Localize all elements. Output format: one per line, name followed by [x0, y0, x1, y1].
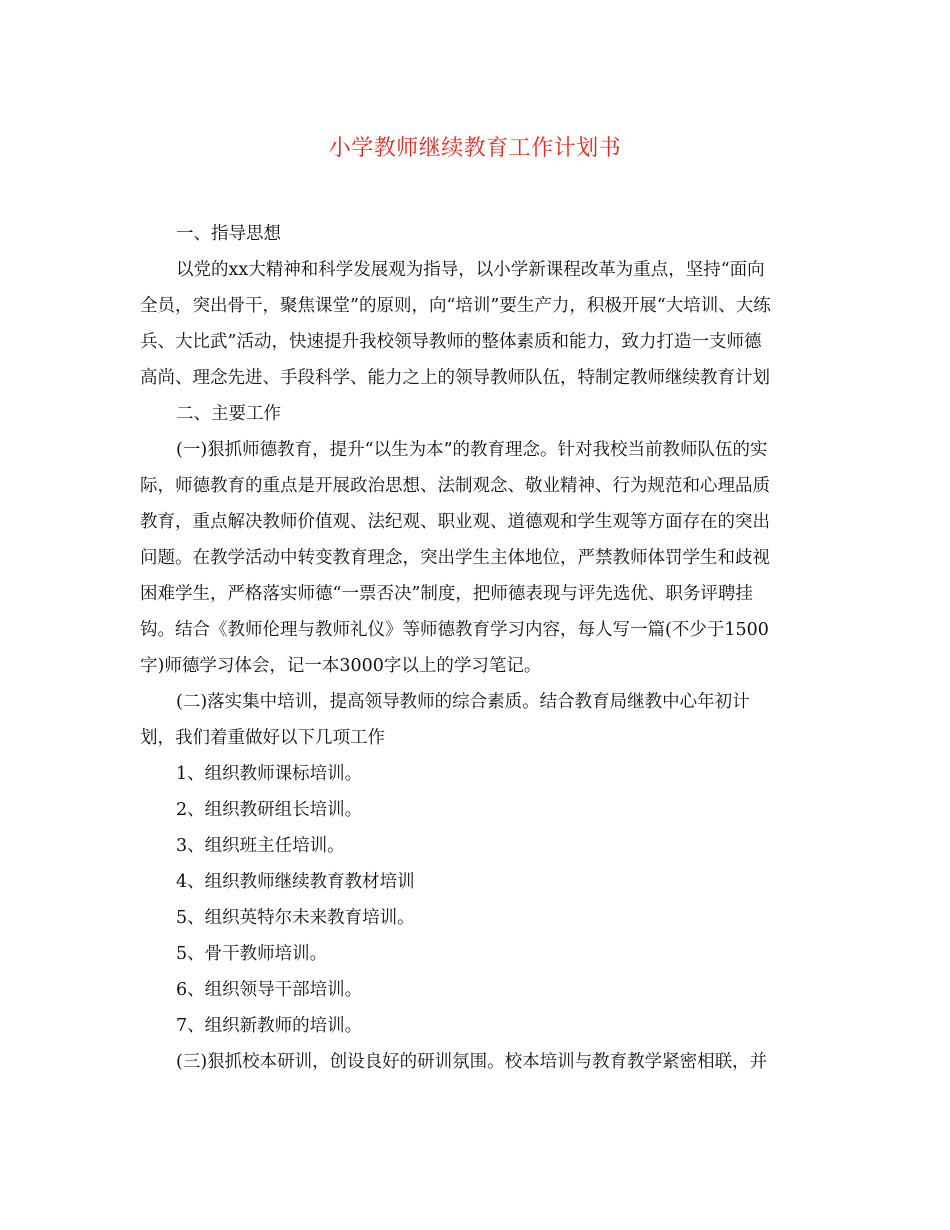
- paragraph-line: 困难学生，严格落实师德“一票否决”制度，把师德表现与评先选优、职务评聘挂: [140, 584, 753, 604]
- paragraph-line: 字)师德学习体会，记一本3000字以上的学习笔记。: [140, 656, 542, 676]
- list-item: 1、组织教师课标培训。: [176, 764, 363, 784]
- paragraph-line: 教育，重点解决教师价值观、法纪观、职业观、道德观和学生观等方面存在的突出: [140, 512, 770, 532]
- paragraph-line: (二)落实集中培训，提高领导教师的综合素质。结合教育局继教中心年初计: [176, 692, 750, 712]
- paragraph-line: 划，我们着重做好以下几项工作: [140, 728, 385, 748]
- document-title: 小学教师继续教育工作计划书: [328, 136, 622, 161]
- list-item: 2、组织教研组长培训。: [176, 800, 363, 820]
- list-item: 6、组织领导干部培训。: [176, 980, 363, 1000]
- paragraph-line: 际，师德教育的重点是开展政治思想、法制观念、敬业精神、行为规范和心理品质: [140, 476, 770, 496]
- list-item: 5、骨干教师培训。: [176, 944, 328, 964]
- paragraph-line: 钩。结合《教师伦理与教师礼仪》等师德教育学习内容，每人写一篇(不少于1500: [140, 620, 769, 640]
- paragraph-line: (三)狠抓校本研训，创设良好的研训氛围。校本培训与教育教学紧密相联，并: [176, 1052, 768, 1072]
- section-heading: 二、主要工作: [176, 404, 281, 424]
- list-item: 4、组织教师继续教育教材培训: [176, 872, 415, 892]
- paragraph-line: (一)狠抓师德教育，提升“以生为本”的教育理念。针对我校当前教师队伍的实: [176, 440, 768, 460]
- list-item: 7、组织新教师的培训。: [176, 1016, 363, 1036]
- paragraph-line: 以党的xx大精神和科学发展观为指导，以小学新课程改革为重点，坚持“面向: [176, 260, 765, 280]
- section-heading: 一、指导思想: [176, 224, 281, 244]
- paragraph-line: 高尚、理念先进、手段科学、能力之上的领导教师队伍，特制定教师继续教育计划: [140, 368, 770, 388]
- paragraph-line: 兵、大比武”活动，快速提升我校领导教师的整体素质和能力，致力打造一支师德: [140, 332, 762, 352]
- paragraph-line: 全员，突出骨干，聚焦课堂”的原则，向“培训”要生产力，积极开展“大培训、大练: [140, 296, 771, 316]
- list-item: 5、组织英特尔未来教育培训。: [176, 908, 415, 928]
- list-item: 3、组织班主任培训。: [176, 836, 345, 856]
- paragraph-line: 问题。在教学活动中转变教育理念，突出学生主体地位，严禁教师体罚学生和歧视: [140, 548, 770, 568]
